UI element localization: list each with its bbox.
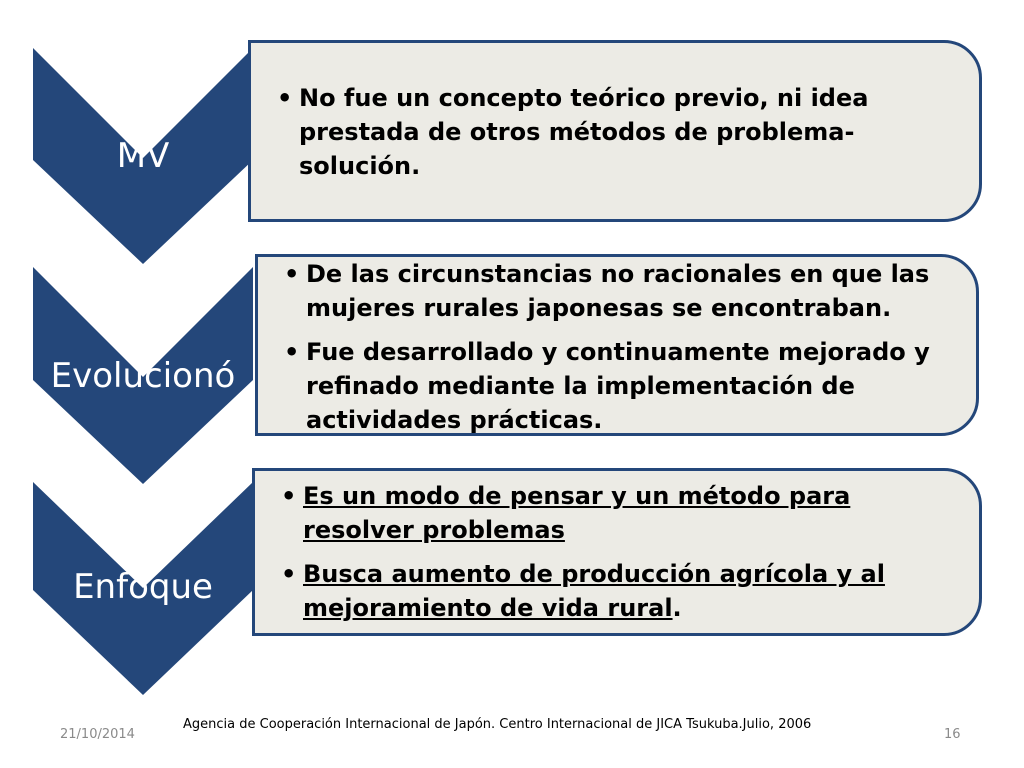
bullet-item: • No fue un concepto teórico previo, ni idea prestada de otros métodos de problema-solución. xyxy=(277,81,949,183)
content-box-enfoque xyxy=(252,468,982,636)
content-box-evoluciono xyxy=(255,254,979,436)
bullet-item: • De las circunstancias no racionales en que las mujeres rurales japonesas se encontraban. xyxy=(284,257,956,325)
footer-date: 21/10/2014 xyxy=(60,727,135,742)
chevron-label-evoluciono: Evolucionó xyxy=(50,356,236,396)
bullet-list xyxy=(281,479,939,625)
bullet-list xyxy=(277,81,949,183)
chevron-label-mv: MV xyxy=(116,136,170,176)
content-box-mv xyxy=(248,40,982,222)
bullet-item: • Busca aumento de producción agrícola y al mejoramiento de vida rural. xyxy=(281,557,939,625)
chevron-label-enfoque: Enfoque xyxy=(73,567,213,607)
bullet-list xyxy=(284,257,956,437)
footer-source: Agencia de Cooperación Internacional de Japón. Centro Internacional de JICA Tsukuba.Julio, 2006 xyxy=(183,717,812,732)
footer-page-number: 16 xyxy=(944,727,961,742)
bullet-item: • Fue desarrollado y continuamente mejorado y refinado mediante la implementación de actividades prácticas. xyxy=(284,335,956,437)
bullet-item: • Es un modo de pensar y un método para resolver problemas xyxy=(281,479,939,547)
